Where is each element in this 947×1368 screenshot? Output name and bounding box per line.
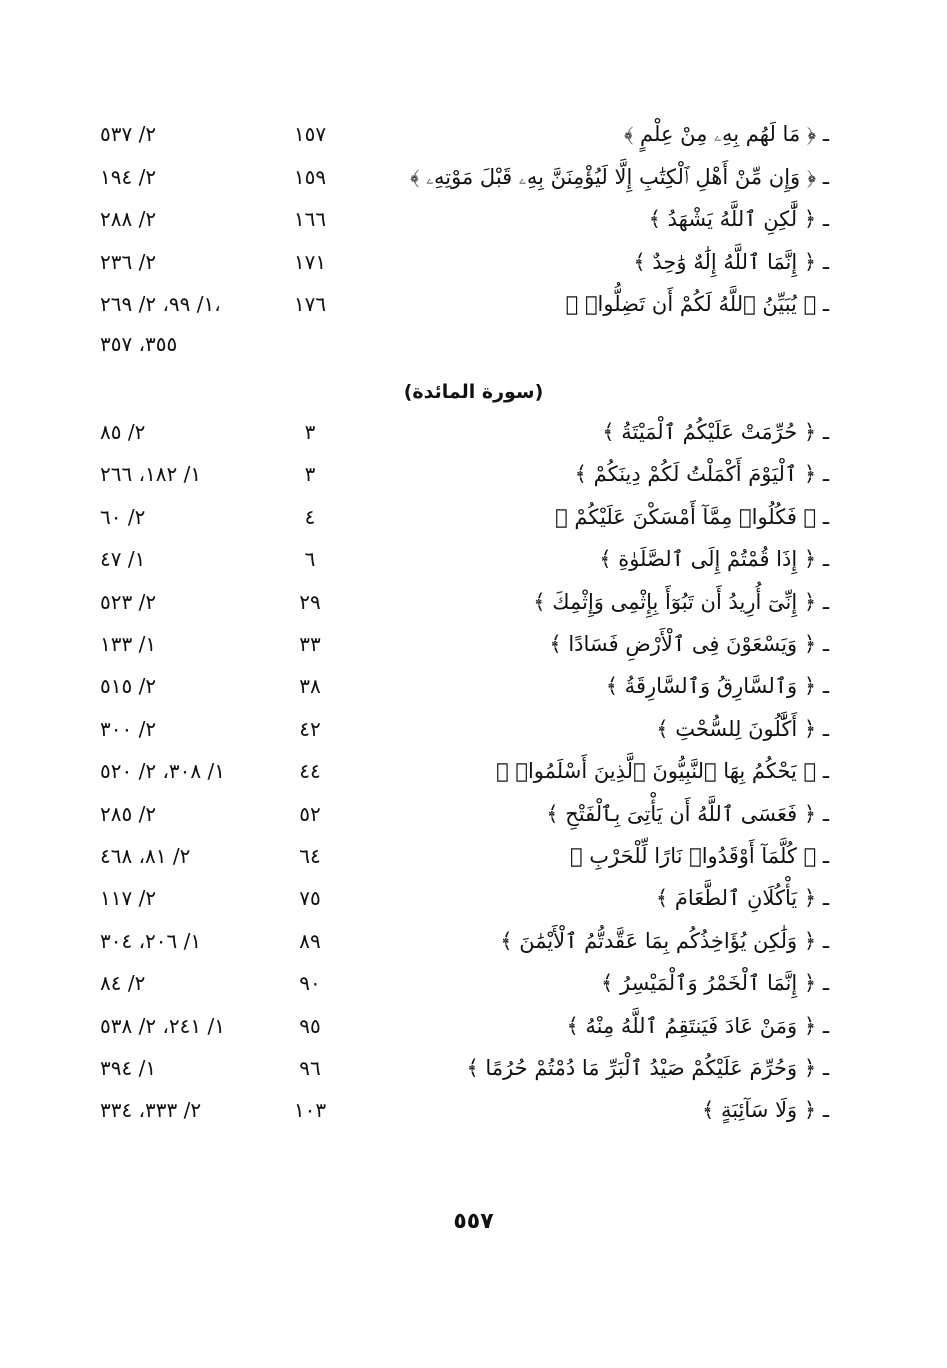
index-row (0, 880, 947, 916)
page-reference: ١/ ٢٠٦، ٣٠٤ (100, 928, 202, 953)
ayah-number: ٣٨ (299, 674, 321, 699)
verse-text: ـ ﴿ وَمَنْ عَادَ فَيَنتَقِمُ ٱللَّهُ مِنْهُ ﴾ (566, 1013, 829, 1038)
index-row (0, 244, 947, 280)
verse-text: ـ ﴿ أَكَّٰلُونَ لِلسُّحْتِ ﴾ (656, 716, 829, 741)
index-row (0, 499, 947, 535)
index-row (0, 668, 947, 704)
verse-text: ـ ﴿ لَّٰكِنِ ٱللَّهُ يَشْهَدُ ﴾ (648, 207, 829, 231)
index-row (0, 456, 947, 492)
page-reference: ٢/ ٥١٥ (100, 674, 157, 699)
index-row (0, 923, 947, 959)
verse-text: ـ ﴿ مَا لَهُم بِهِۦ مِنْ عِلْمٍ ﴾ (624, 122, 829, 146)
verse-text: ـ ﴿ فَعَسَى ٱللَّهُ أَن يَأْتِىَ بِٱلْفَتْحِ ﴾ (546, 801, 829, 826)
verse-text: ـ ﴿ وَلَا سَآئِبَةٍ ﴾ (701, 1098, 829, 1123)
ayah-number: ٣ (304, 462, 316, 487)
page-number: ٥٥٧ (453, 1209, 494, 1234)
verse-text: ـ ﴿ وَلَٰكِن يُؤَاخِذُكُم بِمَا عَقَّدتُّمُ ٱلْأَيْمَٰنَ ﴾ (500, 928, 829, 953)
verse-text: ـ ﴿ وَٱلسَّارِقُ وَٱلسَّارِقَةُ ﴾ (605, 674, 829, 699)
page-reference: ٢/ ٥٣٧ (100, 122, 157, 146)
index-row (0, 1092, 947, 1128)
index-row (0, 711, 947, 747)
ayah-number: ٢٩ (299, 589, 321, 614)
ayah-number: ١٦٦ (293, 207, 327, 231)
index-row (0, 626, 947, 662)
ayah-number: ١٧٦ (293, 292, 327, 316)
page-reference: ٢/ ٨٤ (100, 971, 146, 996)
page-reference: ١/ ٣٠٨، ٢/ ٥٢٠ (100, 759, 225, 784)
page-reference: ١/ ١٣٣ (100, 632, 157, 656)
page-reference: ٢/ ٢٨٨ (100, 207, 157, 231)
verse-text: ـ ﴿ وَإِن مِّنْ أَهْلِ ٱلْكِتَٰبِ إِلَّا لَيُؤْمِنَنَّ بِهِۦ قَبْلَ مَوْتِهِۦ ﴾ (410, 164, 829, 189)
ayah-number: ٣ (304, 420, 316, 444)
index-row (0, 286, 947, 322)
page-reference: ٢/ ٢٨٥ (100, 801, 157, 826)
index-row (0, 1008, 947, 1044)
ayah-number: ٧٥ (299, 886, 321, 911)
ayah-number: ٨٩ (299, 928, 321, 953)
page-reference: ٢/ ٨٥ (100, 420, 146, 444)
page-reference: ١/ ١٨٢، ٢٦٦ (100, 462, 202, 487)
page-reference: ٢/ ٥٢٣ (100, 589, 157, 614)
page-reference: ٢/ ٣٣٣، ٣٣٤ (100, 1098, 202, 1123)
verse-text: ـ ﴿ وَحُرِّمَ عَلَيْكُمْ صَيْدُ ٱلْبَرِّ مَا دُمْتُمْ حُرُمًا ﴾ (466, 1056, 829, 1080)
ayah-number: ٤٤ (299, 759, 321, 784)
surah-heading: (سورة المائدة) (403, 381, 544, 403)
page-reference: ٢/ ٢٣٦ (100, 249, 157, 274)
verse-text: ـ ﴿ إِنَّمَا ٱلْخَمْرُ وَٱلْمَيْسِرُ ﴾ (601, 971, 829, 996)
page-reference: ١/ ٣٩٤ (100, 1056, 157, 1080)
page-reference: ١/ ٤٧ (100, 547, 146, 572)
ayah-number: ٤ (304, 504, 316, 529)
page-reference: ٢/ ٦٠ (100, 504, 146, 529)
index-row (0, 159, 947, 195)
ayah-number: ٦ (304, 547, 316, 572)
index-row (0, 201, 947, 237)
ayah-number: ١٠٣ (293, 1098, 327, 1123)
page-reference: ١/ ٩٩، ٢/ ٢٦٩، (100, 292, 221, 316)
ayah-number: ٣٣ (299, 632, 321, 656)
ayah-number: ١٥٩ (293, 164, 327, 189)
index-row (0, 1050, 947, 1086)
ayah-number: ٩٠ (299, 971, 321, 996)
page-reference: ٢/ ٨١، ٤٦٨ (100, 844, 191, 868)
verse-text: ـ ﴿ يَحْكُمُ بِهَا ٱلنَّبِيُّونَ ٱلَّذِينَ أَسْلَمُوا۟ ﴾ (496, 759, 829, 784)
verse-text: ـ ﴿ إِنَّمَا ٱللَّهُ إِلَٰهٌ وَٰحِدٌ ﴾ (633, 249, 829, 274)
ayah-number: ٩٦ (299, 1056, 321, 1080)
index-row (0, 116, 947, 152)
verse-text: ـ ﴿ ٱلْيَوْمَ أَكْمَلْتُ لَكُمْ دِينَكُمْ ﴾ (574, 462, 829, 487)
verse-text: ـ ﴿ حُرِّمَتْ عَلَيْكُمُ ٱلْمَيْتَةُ ﴾ (602, 420, 829, 444)
ayah-number: ٩٥ (299, 1013, 321, 1038)
ayah-number: ١٥٧ (293, 122, 327, 146)
page-reference: ٢/ ١٩٤ (100, 164, 157, 189)
verse-text: ـ ﴿ فَكُلُوا۟ مِمَّآ أَمْسَكْنَ عَلَيْكُمْ ﴾ (555, 504, 829, 529)
index-row (0, 414, 947, 450)
index-row (0, 753, 947, 789)
verse-text: ـ ﴿ يَأْكُلَانِ ٱلطَّعَامَ ﴾ (655, 886, 829, 911)
page-reference: ٢/ ٣٠٠ (100, 716, 157, 741)
index-row (0, 965, 947, 1001)
verse-text: ـ ﴿ إِنِّىٓ أُرِيدُ أَن تَبُوٓأَ بِإِثْمِى وَإِثْمِكَ ﴾ (533, 589, 829, 614)
index-row (0, 584, 947, 620)
index-row (0, 796, 947, 832)
page-reference: ٢/ ١١٧ (100, 886, 157, 911)
ayah-number: ٤٢ (299, 716, 321, 741)
verse-text: ـ ﴿ كُلَّمَآ أَوْقَدُوا۟ نَارًا لِّلْحَرْبِ ﴾ (570, 844, 829, 868)
ayah-number: ٥٢ (299, 801, 321, 826)
reference-continuation: ٣٥٥، ٣٥٧ (100, 332, 178, 356)
index-row (0, 541, 947, 577)
page-reference: ١/ ٢٤١، ٢/ ٥٣٨ (100, 1013, 225, 1038)
verse-text: ـ ﴿ إِذَا قُمْتُمْ إِلَى ٱلصَّلَوٰةِ ﴾ (599, 547, 829, 572)
ayah-number: ٦٤ (299, 844, 321, 868)
index-row (0, 838, 947, 874)
verse-text: ـ ﴿ يُبَيِّنُ ٱللَّهُ لَكُمْ أَن تَضِلُّوا۟ ﴾ (565, 292, 829, 316)
ayah-number: ١٧١ (293, 249, 327, 274)
verse-text: ـ ﴿ وَيَسْعَوْنَ فِى ٱلْأَرْضِ فَسَادًا ﴾ (549, 632, 829, 656)
